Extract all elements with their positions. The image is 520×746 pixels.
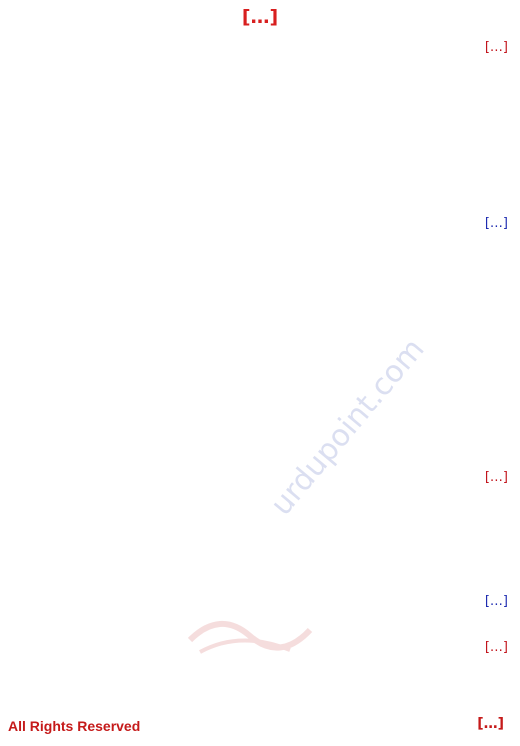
paragraph-5: […] (484, 640, 508, 655)
paragraph-4: […] (484, 594, 508, 609)
site-watermark-text: urdupoint.com (263, 332, 432, 523)
paragraph-2: […] (484, 216, 508, 231)
article-title: […] (241, 6, 279, 28)
decorative-watermark-icon (180, 600, 330, 664)
paragraph-1: […] (484, 40, 508, 55)
paragraph-3: […] (484, 470, 508, 485)
footer-copyright: […] (477, 716, 504, 732)
footer-rights: All Rights Reserved (8, 718, 141, 734)
